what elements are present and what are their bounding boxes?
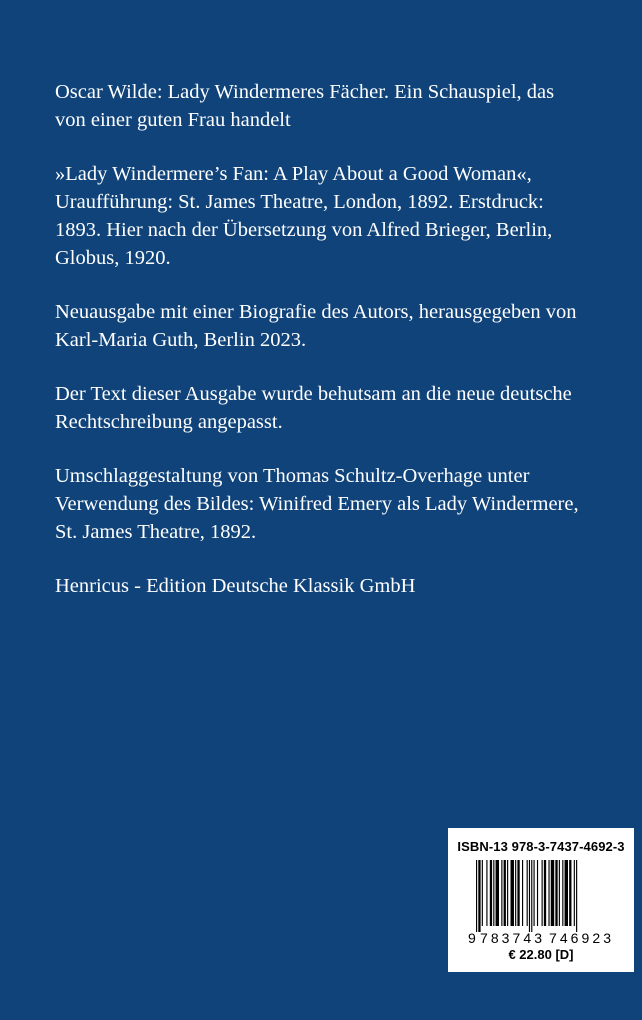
barcode-bar	[542, 860, 543, 926]
barcode-bar	[496, 860, 499, 926]
barcode-bar	[565, 860, 568, 926]
original-title-paragraph: »Lady Windermere’s Fan: A Play About a Good Woman«, Uraufführung: St. James Theatre, London, 1892. Erstdruck: 1893. Hier nach der Übersetzung von Alfred Brieger, Berlin, Globus, 1920.	[55, 163, 553, 269]
barcode-bar	[527, 860, 528, 926]
barcode-bar	[493, 860, 494, 926]
barcode-bar	[555, 860, 557, 926]
barcode-bar	[551, 860, 554, 926]
publisher-paragraph: Henricus - Edition Deutsche Klassik GmbH	[55, 575, 416, 597]
barcode-bar	[569, 860, 571, 926]
barcode-bar	[486, 860, 487, 926]
barcode-bar	[531, 860, 532, 932]
barcode-bar	[515, 860, 516, 926]
barcode-bar	[574, 860, 575, 926]
orthography-paragraph: Der Text dieser Ausgabe wurde behutsam an die neue deutsche Rechtschreibung angepasst.	[55, 383, 572, 433]
blurb-text	[55, 78, 615, 626]
barcode-label	[448, 828, 634, 972]
barcode-bar	[522, 860, 523, 926]
barcode-bars	[476, 860, 616, 932]
barcode-bar	[534, 860, 535, 926]
barcode-bar	[537, 860, 538, 926]
barcode-digits-left: 783743	[480, 930, 542, 946]
barcode-digit-first: 9	[468, 930, 476, 946]
barcode-bar	[511, 860, 514, 926]
barcode-bar	[544, 860, 546, 926]
barcode-bar	[529, 860, 530, 932]
barcode-bar	[559, 860, 560, 926]
barcode-digits-right: 746923	[549, 930, 611, 946]
barcode-bar	[562, 860, 563, 926]
barcode-bar	[576, 860, 577, 932]
barcode-bar	[476, 860, 477, 932]
barcode-bar	[478, 860, 480, 932]
price-text: € 22.80 [D]	[508, 947, 574, 962]
barcode-bar	[507, 860, 508, 926]
isbn-text: ISBN-13 978-3-7437-4692-3	[457, 839, 625, 854]
barcode-bar	[504, 860, 506, 926]
title-paragraph: Oscar Wilde: Lady Windermeres Fächer. Ein Schauspiel, das von einer guten Frau handelt	[55, 81, 555, 131]
barcode-bar	[517, 860, 519, 926]
barcode-bar	[501, 860, 502, 926]
barcode-bar	[548, 860, 549, 926]
barcode-bar	[490, 860, 492, 926]
barcode-bar	[482, 860, 483, 926]
barcode-digits	[466, 928, 626, 948]
edition-paragraph: Neuausgabe mit einer Biografie des Autors, herausgegeben von Karl-Maria Guth, Berlin 2023.	[55, 301, 577, 351]
cover-design-paragraph: Umschlaggestaltung von Thomas Schultz-Overhage unter Verwendung des Bildes: Winifred Emery als Lady Windermere, St. James Theatre, 1892.	[55, 465, 579, 543]
